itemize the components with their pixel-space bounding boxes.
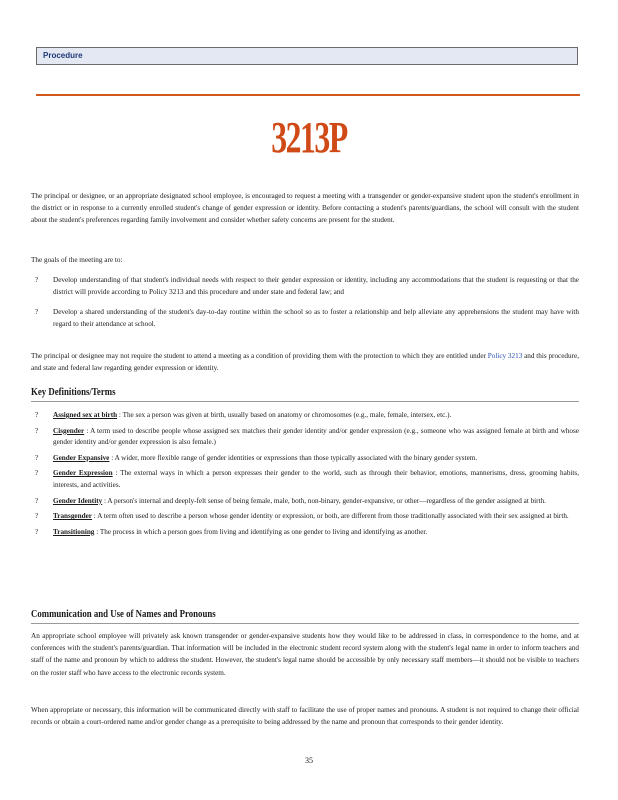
procedure-header-bar [36, 47, 578, 65]
definition-term: Gender Expansive [53, 453, 110, 462]
definition-term: Transitioning [53, 527, 95, 536]
definition-item [31, 426, 579, 449]
definition-term: Cisgender [53, 426, 85, 435]
policy-link[interactable]: Policy 3213 [487, 352, 523, 360]
bullet-glyph-icon: ? [35, 426, 39, 435]
policy-number-title: 3213P [271, 113, 347, 162]
definition-text: : A wider, more flexible range of gender identities or expressions than those typically associated with the binary gender system. [111, 453, 478, 462]
definition-text: : A person's internal and deeply-felt sense of being female, male, both, non-binary, gender-expansive, or other—regardless of the gender assigned at birth. [103, 496, 546, 505]
intro-paragraph: The principal or designee, or an appropriate designated school employee, is encouraged to request a meeting with a transgender or gender-expansive student upon the student's enrollment in the district or in response to a currently enrolled student's change of gender expression or identity. Before contacting a student's parents/guardians, the school will consult with the student about the student's preferences regarding family involvement and consider whether safety concerns are present for the student. [31, 192, 579, 225]
requirement-paragraph: The principal or designee may not require the student to attend a meeting as a condition of providing them with the protection to which they are entitled under Policy 3213 and this procedure, and state and federal law regarding gender expression or identity. [31, 352, 579, 373]
definitions-list [31, 410, 579, 538]
definition-text: : The sex a person was given at birth, usually based on anatomy or chromosomes (e.g., male, female, intersex, etc.). [118, 411, 452, 419]
definition-item [31, 527, 579, 539]
definition-text: : The external ways in which a person expresses their gender to the world, such as through their behavior, emotions, mannerisms, dress, grooming habits, interests, and activities. [53, 469, 580, 489]
bullet-glyph-icon: ? [35, 512, 39, 521]
definition-text: : The process in which a person goes from living and identifying as one gender to living and identifying as another. [96, 527, 428, 536]
definition-text: : A term used to describe people whose assigned sex matches their gender identity and/or gender expression (e.g., someone who was assigned female at birth and whose gender identity and/or gender expression is also female.) [53, 426, 580, 447]
definition-term: Gender Identity [53, 496, 103, 505]
definition-item [31, 453, 579, 465]
bullet-glyph-icon: ? [35, 276, 39, 284]
definition-term: Transgender [53, 512, 92, 521]
definition-text: : A term often used to describe a person whose gender identity or expression, or both, are different from those traditionally associated with their sex assigned at birth. [93, 512, 569, 521]
definition-item [31, 468, 579, 491]
definition-term: Gender Expression [53, 469, 113, 478]
definition-item [31, 496, 579, 508]
bullet-glyph-icon: ? [35, 308, 39, 317]
list-item: ? Develop understanding of that student's individual needs with respect to their gender expression or identity, including any accommodations that the student is requesting or that the district will provide according to Policy 3213 and this procedure and under state and federal law; and [35, 276, 579, 296]
divider-rule [36, 94, 580, 96]
definitions-heading-rule [31, 401, 579, 402]
bullet-glyph-icon: ? [35, 411, 39, 419]
definitions-heading: Key Definitions/Terms [31, 386, 116, 398]
procedure-label: Procedure [43, 51, 83, 60]
definition-term: Assigned sex at birth [53, 411, 118, 419]
definition-item [31, 410, 579, 422]
goals-list [31, 275, 579, 330]
bullet-glyph-icon: ? [35, 453, 39, 462]
communication-heading: Communication and Use of Names and Pronouns [31, 608, 216, 620]
page-number: 35 [305, 756, 313, 765]
list-item: ? Develop a shared understanding of the student's day-to-day routine within the school so as to foster a relationship and help alleviate any apprehensions the student may have with regard to their attendance at school. [35, 308, 579, 328]
bullet-glyph-icon: ? [35, 469, 39, 478]
communication-heading-rule [31, 623, 579, 624]
goals-intro: The goals of the meeting are to: [31, 256, 123, 264]
definition-item [31, 511, 579, 523]
communication-paragraph-2: When appropriate or necessary, this information will be communicated directly with staff to facilitate the use of proper names and pronouns. A student is not required to change their official records or obtain a court-ordered name and/or gender change as a prerequisite to being addressed by the name and pronoun that corresponds to their gender identity. [31, 706, 579, 727]
bullet-glyph-icon: ? [35, 496, 39, 505]
bullet-glyph-icon: ? [35, 527, 39, 536]
communication-paragraph-1: An appropriate school employee will privately ask known transgender or gender-expansive students how they would like to be addressed in class, in correspondence to the home, and at conferences with the student's parents/guardian. That information will be included in the electronic student record system along with the student's legal name in order to inform teachers and staff of the name and pronoun by which to address the student. However, the student's legal name should be accessible by only necessary staff members—it should not be visible to teachers on the roster staff who have access to the electronic records system. [31, 632, 579, 677]
